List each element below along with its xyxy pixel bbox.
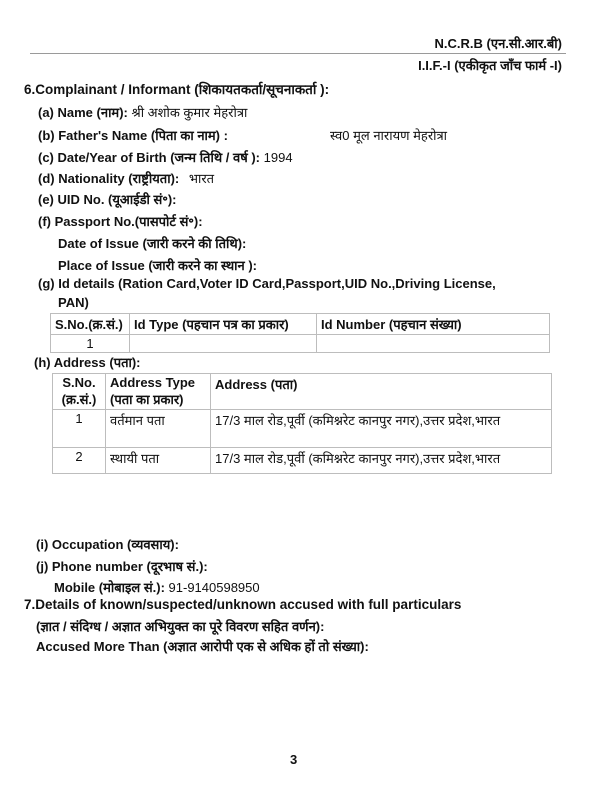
passport-label: (f) Passport No.(पासपोर्ट सं॰):: [38, 214, 203, 229]
address-col-type: Address Type (पता का प्रकार): [106, 374, 211, 410]
id-cell-type: [130, 335, 317, 353]
father-row: [38, 126, 228, 144]
father-label: (b) Father's Name (पिता का नाम) :: [38, 128, 228, 143]
id-table-header: [51, 314, 550, 335]
id-details-label-2: PAN): [58, 295, 89, 310]
id-col-sno: S.No.(क्र.सं.): [51, 314, 130, 335]
dob-row: [38, 148, 293, 166]
accused-more-hint: (अज्ञात आरोपी एक से अधिक हों तो संख्या):: [163, 639, 369, 654]
table-row: [53, 448, 552, 474]
address-cell-sno: 2: [53, 448, 106, 474]
id-col-type: Id Type (पहचान पत्र का प्रकार): [130, 314, 317, 335]
header-divider: [30, 53, 566, 54]
section7-subtitle: (ज्ञात / संदिग्ध / अज्ञात अभियुक्त का पूरे विवरण सहित वर्णन):: [36, 619, 325, 634]
name-value: श्री अशोक कुमार मेहरोत्रा: [131, 105, 248, 120]
address-cell-type: स्थायी पता: [106, 448, 211, 474]
mobile-label: Mobile (मोबाइल सं.):: [54, 580, 165, 595]
section6-title: 6.Complainant / Informant (शिकायतकर्ता/सूचनाकर्ता ):: [24, 82, 330, 97]
mobile-row: [54, 578, 260, 596]
header-iif: I.I.F.-I (एकीकृत जाँच फार्म -I): [418, 58, 562, 73]
id-cell-number: [317, 335, 550, 353]
id-details-label: (g) Id details (Ration Card,Voter ID Card,Passport,UID No.,Driving License,: [38, 276, 496, 291]
id-cell-sno: 1: [51, 335, 130, 353]
table-row: [53, 410, 552, 448]
address-cell-sno: 1: [53, 410, 106, 448]
nationality-label: (d) Nationality (राष्ट्रीयता):: [38, 171, 180, 186]
address-table: [52, 373, 552, 474]
page-number: 3: [290, 752, 298, 767]
header-ncrb: N.C.R.B (एन.सी.आर.बी): [434, 36, 562, 51]
accused-more-label: Accused More Than: [36, 639, 160, 654]
dob-label: (c) Date/Year of Birth (जन्म तिथि / वर्ष ):: [38, 150, 260, 165]
id-details-table: [50, 313, 550, 353]
nationality-value: भारत: [188, 171, 215, 186]
id-col-number: Id Number (पहचान संख्या): [317, 314, 550, 335]
phone-label: (j) Phone number (दूरभाष सं.):: [36, 559, 208, 574]
address-cell-type: वर्तमान पता: [106, 410, 211, 448]
table-row: [51, 335, 550, 353]
dob-value: 1994: [263, 150, 293, 165]
occupation-label: (i) Occupation (व्यवसाय):: [36, 537, 179, 552]
nationality-row: [38, 169, 214, 187]
mobile-value: 91-9140598950: [168, 580, 260, 595]
father-value: स्व0 मूल नारायण मेहरोत्रा: [330, 128, 448, 143]
address-table-header: [53, 374, 552, 410]
uid-label: (e) UID No. (यूआईडी सं॰):: [38, 192, 177, 207]
address-col-sno: S.No. (क्र.सं.): [53, 374, 106, 410]
name-row: [38, 103, 247, 121]
name-label: (a) Name (नाम):: [38, 105, 128, 120]
place-of-issue-label: Place of Issue (जारी करने का स्थान ):: [58, 258, 258, 273]
address-cell-address: 17/3 माल रोड,पूर्वी (कमिश्नरेट कानपुर नगर),उत्तर प्रदेश,भारत: [211, 448, 552, 474]
accused-more-row: [36, 637, 369, 655]
address-label: (h) Address (पता):: [34, 355, 141, 370]
address-cell-address: 17/3 माल रोड,पूर्वी (कमिश्नरेट कानपुर नगर),उत्तर प्रदेश,भारत: [211, 410, 552, 448]
address-col-address: Address (पता): [211, 374, 552, 410]
section7-title: 7.Details of known/suspected/unknown accused with full particulars: [24, 597, 462, 612]
date-of-issue-label: Date of Issue (जारी करने की तिथि):: [58, 236, 247, 251]
